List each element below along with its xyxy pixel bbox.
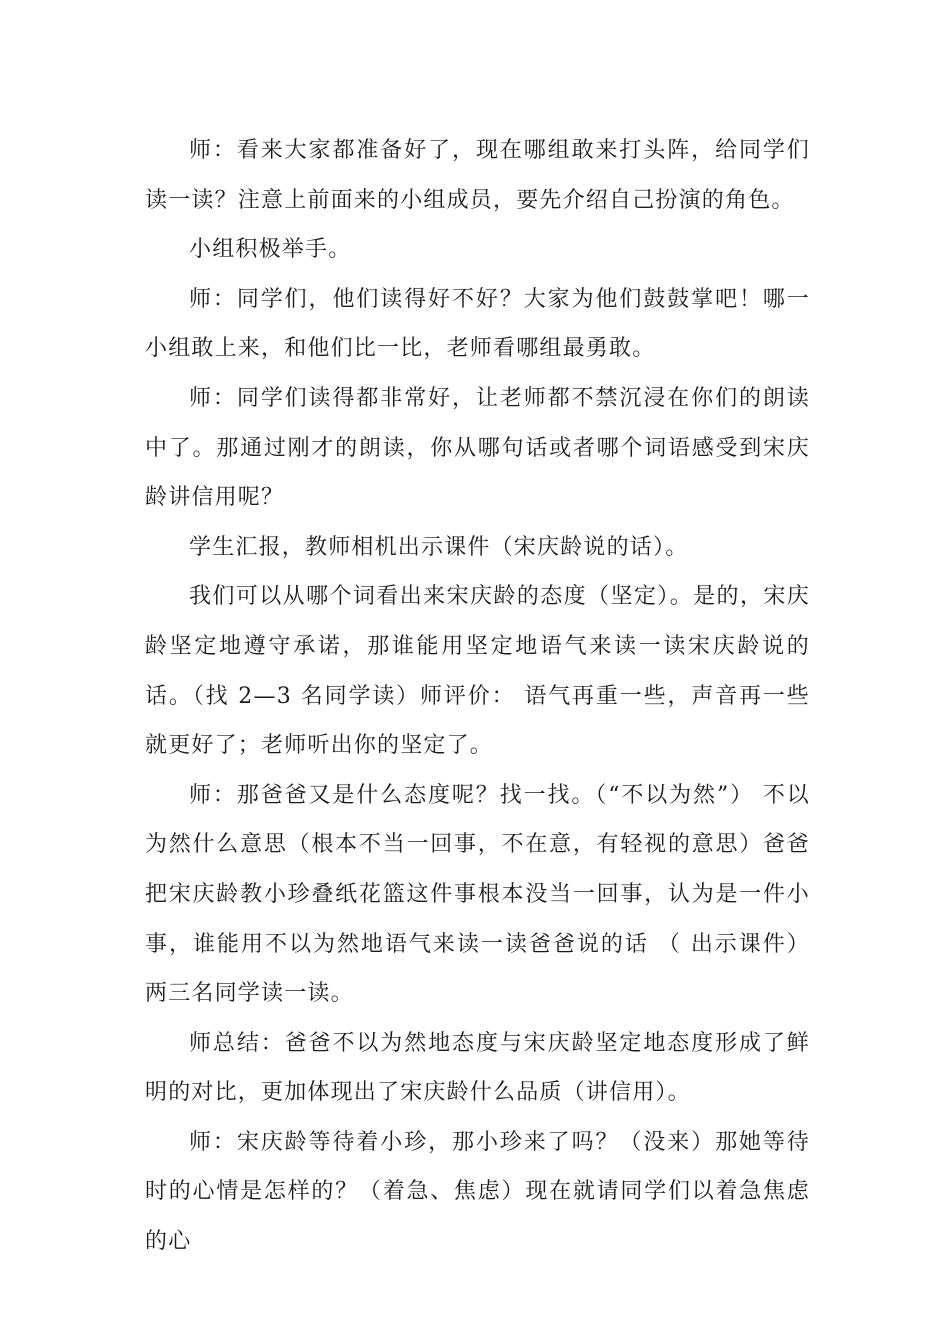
paragraph-9: 师：宋庆龄等待着小珍，那小珍来了吗？（没来）那她等待时的心情是怎样的？（着急、焦虑）现在就请同学们以着急焦虑的心 xyxy=(145,1129,810,1255)
paragraph-8: 师总结：爸爸不以为然地态度与宋庆龄坚定地态度形成了鲜明的对比，更加体现出了宋庆龄什么品质（讲信用）。 xyxy=(145,1030,810,1106)
paragraph-4: 师：同学们读得都非常好，让老师都不禁沉浸在你们的朗读中了。那通过刚才的朗读，你从哪句话或者哪个词语感受到宋庆龄讲信用呢？ xyxy=(145,385,810,511)
paragraph-1: 师：看来大家都准备好了，现在哪组敢来打头阵，给同学们读一读？注意上前面来的小组成员，要先介绍自己扮演的角色。 xyxy=(145,138,810,213)
paragraph-5: 学生汇报，教师相机出示课件（宋庆龄说的话）。 xyxy=(189,534,689,560)
paragraph-3: 师：同学们，他们读得好不好？大家为他们鼓鼓掌吧！哪一小组敢上来，和他们比一比，老师看哪组最勇敢。 xyxy=(145,286,810,362)
paragraph-2: 小组积极举手。 xyxy=(189,237,352,263)
paragraph-6: 我们可以从哪个词看出来宋庆龄的态度（坚定）。是的，宋庆龄坚定地遵守承诺，那谁能用坚定地语气来读一读宋庆龄说的话。（找 2—3 名同学读）师评价： 语气再重一些，声音再一些就更好了；老师听出你的坚定了。 xyxy=(145,584,810,759)
document-body xyxy=(145,126,810,1267)
paragraph-7: 师：那爸爸又是什么态度呢？找一找。（“不以为然”） 不以为然什么意思（根本不当一回事，不在意，有轻视的意思）爸爸把宋庆龄教小珍叠纸花篮这件事根本没当一回事，认为是一件小事，谁能用不以为然地语气来读一读爸爸说的话 （ 出示课件）两三名同学读一读。 xyxy=(145,782,810,1007)
